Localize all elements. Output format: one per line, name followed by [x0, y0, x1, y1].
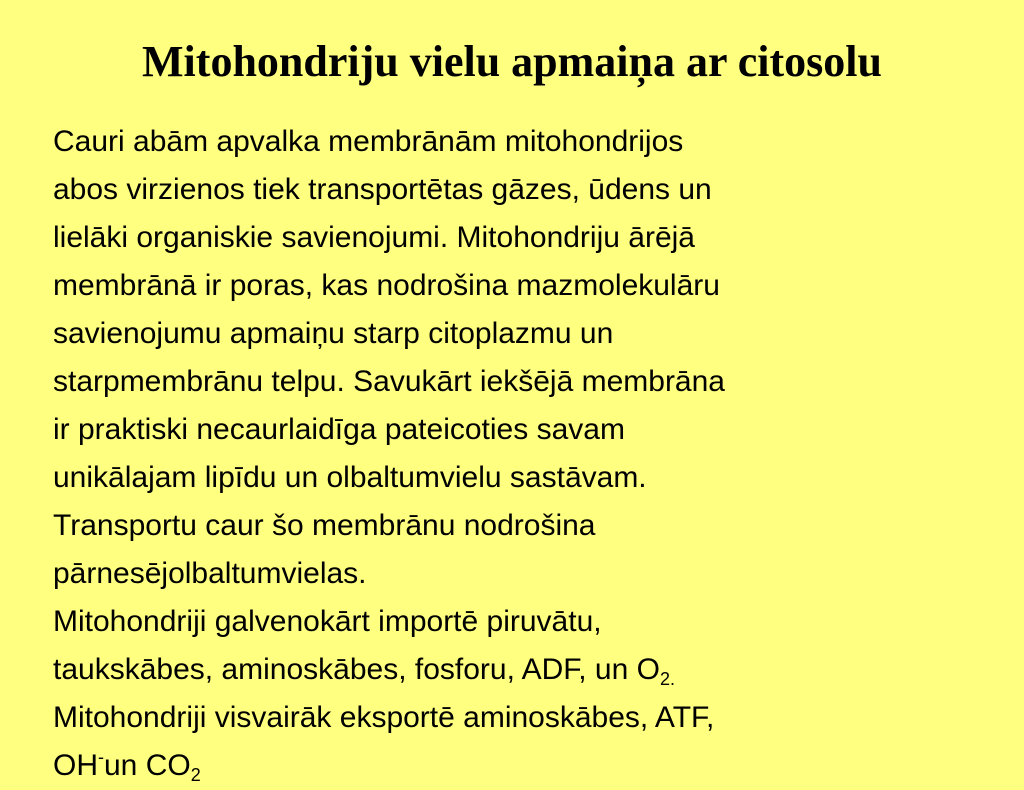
text-line: Mitohondriji galvenokārt importē piruvātu, [53, 605, 602, 638]
text-line: Cauri abām apvalka membrānām mitohondrijos [53, 125, 684, 158]
text-line: unikālajam lipīdu un olbaltumvielu sastāvam. [53, 461, 647, 494]
oxygen-subscript: 2. [659, 669, 675, 689]
text-line [53, 646, 983, 694]
slide-body [53, 118, 983, 790]
import-list-text: taukskābes, aminoskābes, fosforu, ADF, un O [53, 653, 660, 686]
hydroxide-superscript: - [98, 747, 104, 767]
text-line: lielāki organiskie savienojumi. Mitohondriju ārējā [53, 221, 695, 254]
text-line: membrānā ir poras, kas nodrošina mazmolekulāru [53, 269, 720, 302]
export-list-text: un CO [104, 749, 191, 782]
text-line: starpmembrānu telpu. Savukārt iekšējā membrāna [53, 365, 725, 398]
paragraph-import [53, 598, 983, 694]
text-line: Mitohondriji visvairāk eksportē aminoskābes, ATF, [53, 701, 715, 734]
paragraph-membrane-transport [53, 118, 983, 598]
text-line: abos virzienos tiek transportētas gāzes, ūdens un [53, 173, 712, 206]
slide-title: Mitohondriju vielu apmaiņa ar citosolu [142, 37, 882, 86]
text-line: ir praktiski necaurlaidīga pateicoties savam [53, 413, 625, 446]
paragraph-export [53, 694, 983, 790]
hydroxide-text: OH [53, 749, 98, 782]
text-line: savienojumu apmaiņu starp citoplazmu un [53, 317, 614, 350]
carbon-dioxide-subscript: 2 [190, 765, 201, 785]
text-line: pārnesējolbaltumvielas. [53, 557, 367, 590]
text-line: Transportu caur šo membrānu nodrošina [53, 509, 596, 542]
text-line [53, 742, 983, 790]
